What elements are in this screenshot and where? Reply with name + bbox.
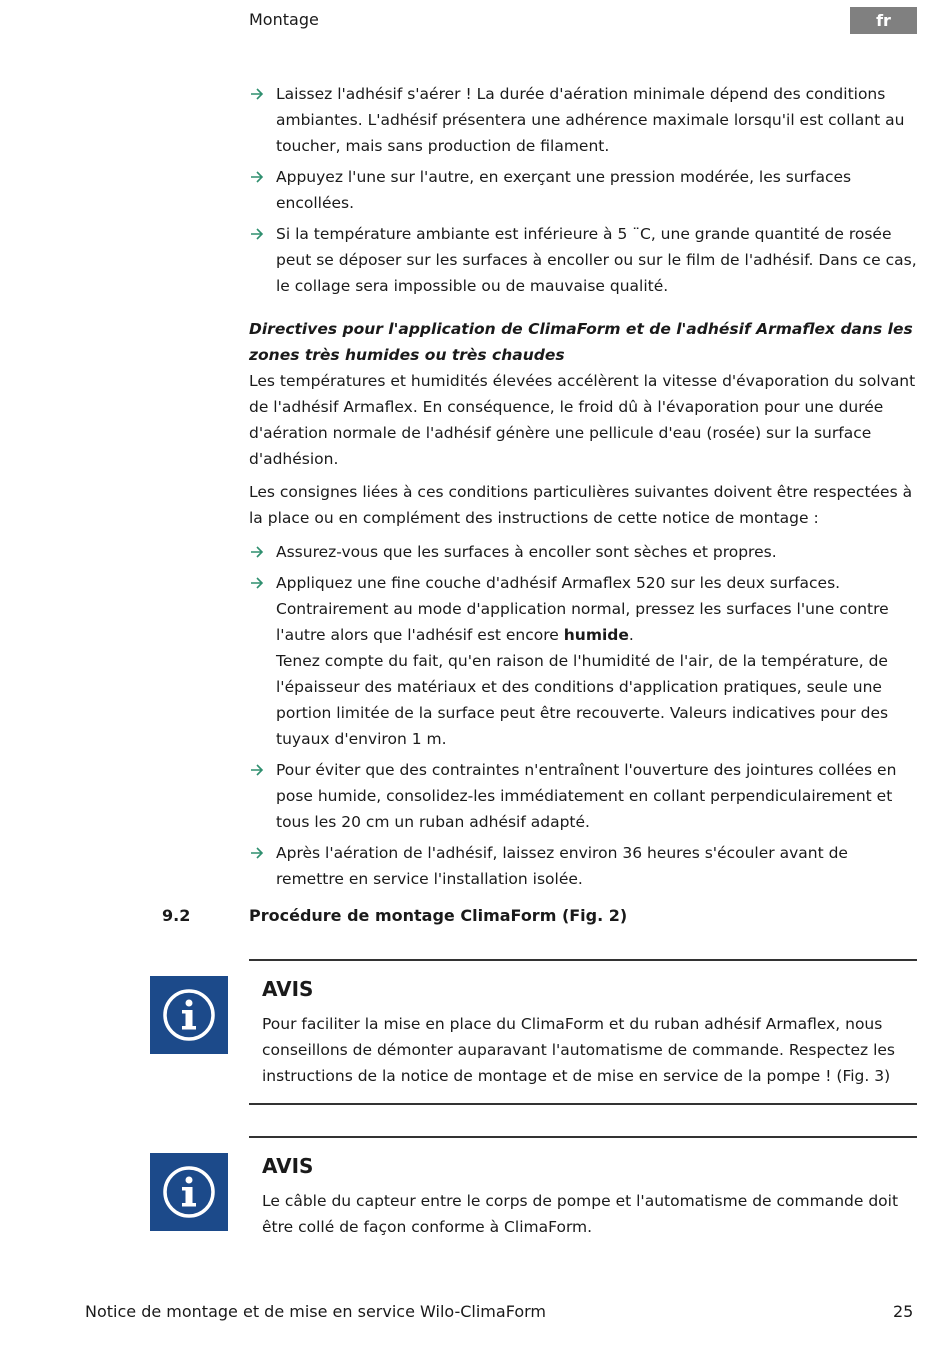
arrow-right-icon	[249, 221, 265, 247]
info-icon	[150, 1153, 228, 1231]
notice-text: Pour faciliter la mise en place du ClimaForm et du ruban adhésif Armaflex, nous conseillons de démonter auparavant l'automatisme de commande. Respectez les instructions de la notice de montage et de mise en service de la pompe ! (Fig. 3)	[262, 1015, 895, 1085]
notice-box	[249, 1136, 917, 1258]
list-item	[249, 840, 917, 892]
directives-heading: Directives pour l'application de ClimaForm et de l'adhésif Armaflex dans les zones très humides ou très chaudes	[249, 320, 913, 364]
page-number: 25	[893, 1302, 914, 1321]
bullet-text: Assurez-vous que les surfaces à encoller sont sèches et propres.	[276, 543, 777, 561]
arrow-right-icon	[249, 164, 265, 190]
footer-doc-title: Notice de montage et de mise en service Wilo-ClimaForm	[85, 1302, 546, 1321]
bullet-list-conditions	[249, 539, 917, 892]
bullet-continuation: Tenez compte du fait, qu'en raison de l'humidité de l'air, de la température, de l'épaisseur des matériaux et des conditions d'application pratiques, seule une portion limitée de la surface peut être recouverte. Valeurs indicatives pour des tuyaux d'environ 1 m.	[276, 652, 889, 748]
arrow-right-icon	[249, 539, 265, 565]
bullet-text: Appliquez une fine couche d'adhésif Armaflex 520 sur les deux surfaces. Contrairement au mode d'application normal, pressez les surfaces l'une contre l'autre alors que l'adhésif est encore	[276, 574, 889, 644]
info-icon	[150, 976, 228, 1054]
bullet-text: Pour éviter que des contraintes n'entraînent l'ouverture des jointures collées en pose humide, consolidez-les immédiatement en collant perpendiculairement et tous les 20 cm un ruban adhésif adapté.	[276, 761, 897, 831]
bullet-text: Laissez l'adhésif s'aérer ! La durée d'aération minimale dépend des conditions ambiantes. L'adhésif présentera une adhérence maximale lorsqu'il est collant au toucher, mais sans production de filament.	[276, 85, 905, 155]
bullet-text: Appuyez l'une sur l'autre, en exerçant une pression modérée, les surfaces encollées.	[276, 168, 852, 212]
directives-paragraph-2: Les consignes liées à ces conditions particulières suivantes doivent être respectées à la place ou en complément des instructions de cette notice de montage :	[249, 483, 913, 527]
bullet-text: Après l'aération de l'adhésif, laissez environ 36 heures s'écouler avant de remettre en service l'installation isolée.	[276, 844, 848, 888]
directives-section	[249, 316, 917, 897]
notice-box	[249, 959, 917, 1105]
arrow-right-icon	[249, 840, 265, 866]
directives-paragraph-1: Les températures et humidités élevées accélèrent la vitesse d'évaporation du solvant de l'adhésif Armaflex. En conséquence, le froid dû à l'évaporation pour une durée d'aération normale de l'adhésif génère une pellicule d'eau (rosée) sur la surface d'adhésion.	[249, 372, 916, 468]
list-item	[249, 570, 917, 752]
bullet-list-top	[249, 81, 917, 299]
list-item	[249, 81, 917, 159]
arrow-right-icon	[249, 757, 265, 783]
list-item	[249, 164, 917, 216]
bullet-text-end: .	[628, 626, 634, 644]
bullet-bold-word: humide	[563, 626, 629, 644]
section-number: 9.2	[162, 906, 191, 925]
list-item	[249, 757, 917, 835]
language-tab: fr	[850, 7, 917, 34]
notice-title: AVIS	[262, 977, 314, 1001]
bullets-top-section	[249, 81, 917, 304]
header-title: Montage	[249, 10, 319, 29]
list-item	[249, 539, 917, 565]
notice-text: Le câble du capteur entre le corps de pompe et l'automatisme de commande doit être collé de façon conforme à ClimaForm.	[262, 1192, 899, 1236]
notice-title: AVIS	[262, 1154, 314, 1178]
arrow-right-icon	[249, 81, 265, 107]
bullet-text: Si la température ambiante est inférieure à 5 ¨C, une grande quantité de rosée peut se déposer sur les surfaces à encoller ou sur le film de l'adhésif. Dans ce cas, le collage sera impossible ou de mauvaise qualité.	[276, 225, 917, 295]
list-item	[249, 221, 917, 299]
arrow-right-icon	[249, 570, 265, 596]
section-title: Procédure de montage ClimaForm (Fig. 2)	[249, 906, 628, 925]
